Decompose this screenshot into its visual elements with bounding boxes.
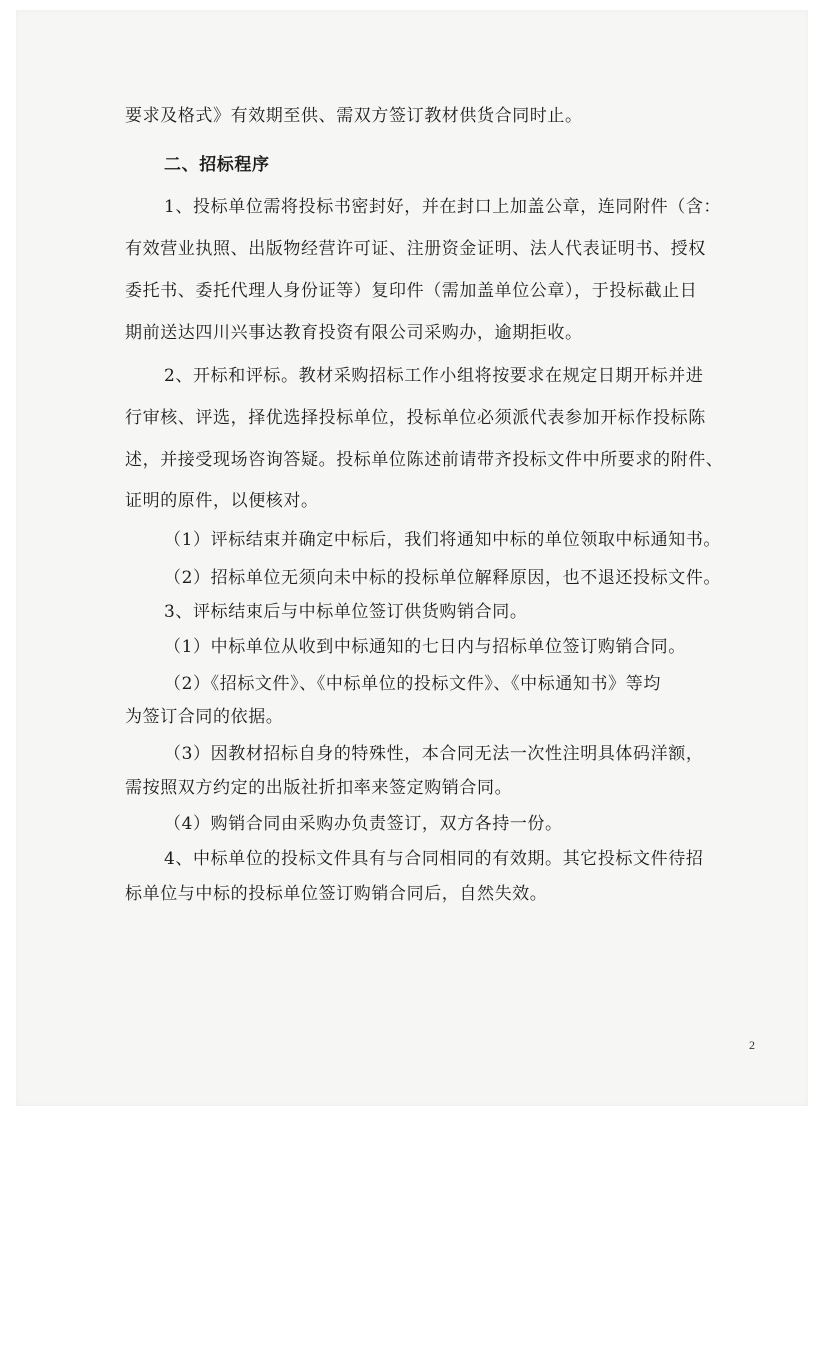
text-line: 需按照双方约定的出版社折扣率来签定购销合同。: [125, 778, 513, 798]
text-line: 期前送达四川兴事达教育投资有限公司采购办，逾期拒收。: [125, 323, 583, 343]
text-line: 3、评标结束后与中标单位签订供货购销合同。: [164, 602, 528, 622]
text-line: 2、开标和评标。教材采购招标工作小组将按要求在规定日期开标并进: [164, 366, 704, 386]
scanned-page: [16, 10, 808, 1106]
text-line: （2）《招标文件》、《中标单位的投标文件》、《中标通知书》等均: [164, 674, 661, 694]
text-line: （4）购销合同由采购办负责签订，双方各持一份。: [164, 814, 563, 834]
text-line: （1）中标单位从收到中标通知的七日内与招标单位签订购销合同。: [164, 637, 686, 657]
text-line: 要求及格式》有效期至供、需双方签订教材供货合同时止。: [125, 106, 583, 126]
page-number: 2: [749, 1038, 755, 1052]
text-line: （3）因教材招标自身的特殊性，本合同无法一次性注明具体码洋额，: [164, 744, 704, 764]
text-line: 述，并接受现场咨询答疑。投标单位陈述前请带齐投标文件中所要求的附件、: [125, 450, 724, 470]
text-line: 证明的原件，以便核对。: [125, 491, 319, 511]
text-line: 有效营业执照、出版物经营许可证、注册资金证明、法人代表证明书、授权: [125, 239, 706, 259]
text-line: 标单位与中标的投标单位签订购销合同后，自然失效。: [125, 884, 548, 904]
text-line: （1）评标结束并确定中标后，我们将通知中标的单位领取中标通知书。: [164, 530, 722, 550]
text-line: 委托书、委托代理人身份证等）复印件（需加盖单位公章），于投标截止日: [125, 281, 698, 301]
text-line: 1、投标单位需将投标书密封好，并在封口上加盖公章，连同附件（含：: [164, 197, 722, 217]
section-heading: 二、招标程序: [164, 155, 270, 175]
text-line: 为签订合同的依据。: [125, 707, 284, 727]
text-line: 4、中标单位的投标文件具有与合同相同的有效期。其它投标文件待招: [164, 849, 704, 869]
text-line: （2）招标单位无须向未中标的投标单位解释原因，也不退还投标文件。: [164, 568, 722, 588]
text-line: 行审核、评选，择优选择投标单位，投标单位必须派代表参加开标作投标陈: [125, 408, 706, 428]
